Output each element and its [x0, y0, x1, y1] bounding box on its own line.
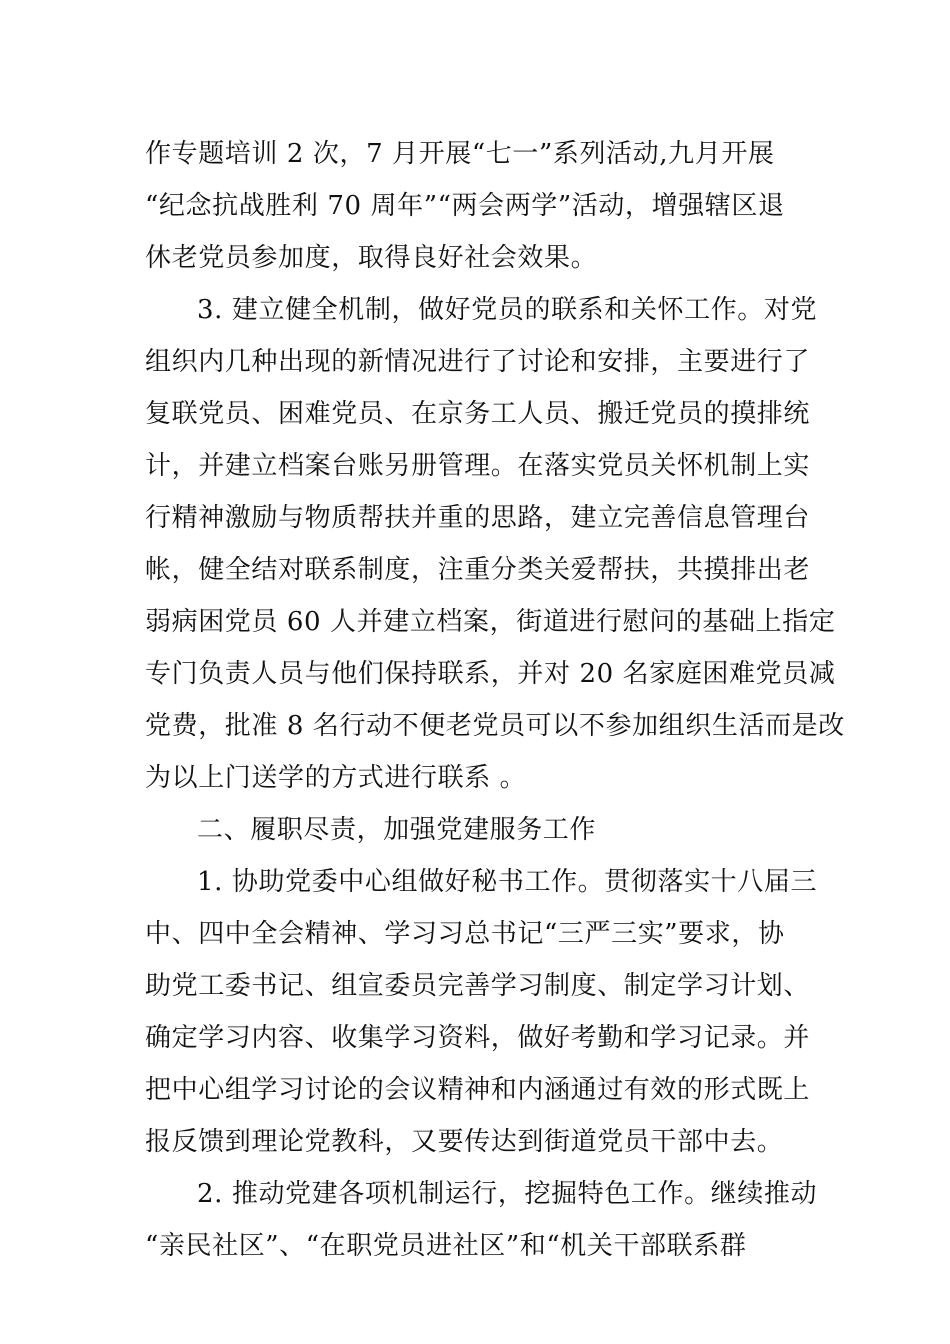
text-line: 弱病困党员 60 人并建立档案，街道进行慰问的基础上指定 — [145, 607, 836, 637]
text-line: 复联党员、困难党员、在京务工人员、搬迁党员的摸排统 — [145, 399, 811, 429]
text-line: 助党工委书记、组宣委员完善学习制度、制定学习计划、 — [145, 971, 811, 1001]
text-line: 休老党员参加度，取得良好社会效果。 — [145, 243, 598, 273]
text-line: 组织内几种出现的新情况进行了讨论和安排，主要进行了 — [145, 347, 811, 377]
text-line: 把中心组学习讨论的会议精神和内涵通过有效的形式既上 — [145, 1075, 811, 1105]
section-heading: 二、履职尽责，加强党建服务工作 — [197, 815, 597, 845]
text-line: 作专题培训 2 次，7 月开展“七一”系列活动,九月开展 — [145, 139, 775, 169]
text-line: 2. 推动党建各项机制运行，挖掘特色工作。继续推动 — [197, 1179, 818, 1209]
document-body — [145, 128, 845, 1272]
text-line: 为以上门送学的方式进行联系 。 — [145, 763, 527, 793]
text-line: 中、四中全会精神、学习习总书记“三严三实”要求，协 — [145, 919, 785, 949]
text-line: 确定学习内容、收集学习资料，做好考勤和学习记录。并 — [145, 1023, 811, 1053]
text-line: 计，并建立档案台账另册管理。在落实党员关怀机制上实 — [145, 451, 811, 481]
text-line: “纪念抗战胜利 70 周年”“两会两学”活动，增强辖区退 — [145, 191, 785, 221]
text-line: 报反馈到理论党教科，又要传达到街道党员干部中去。 — [145, 1127, 784, 1157]
text-line: “亲民社区”、“在职党员进社区”和“机关干部联系群 — [145, 1231, 747, 1261]
text-line: 3. 建立健全机制，做好党员的联系和关怀工作。对党 — [197, 295, 818, 325]
text-line: 专门负责人员与他们保持联系，并对 20 名家庭困难党员减 — [145, 659, 836, 689]
text-line: 行精神激励与物质帮扶并重的思路，建立完善信息管理台 — [145, 503, 811, 533]
text-line: 帐，健全结对联系制度，注重分类关爱帮扶，共摸排出老 — [145, 555, 811, 585]
text-line: 党费，批准 8 名行动不便老党员可以不参加组织生活而是改 — [145, 711, 845, 741]
text-line: 1. 协助党委中心组做好秘书工作。贯彻落实十八届三 — [197, 867, 818, 897]
